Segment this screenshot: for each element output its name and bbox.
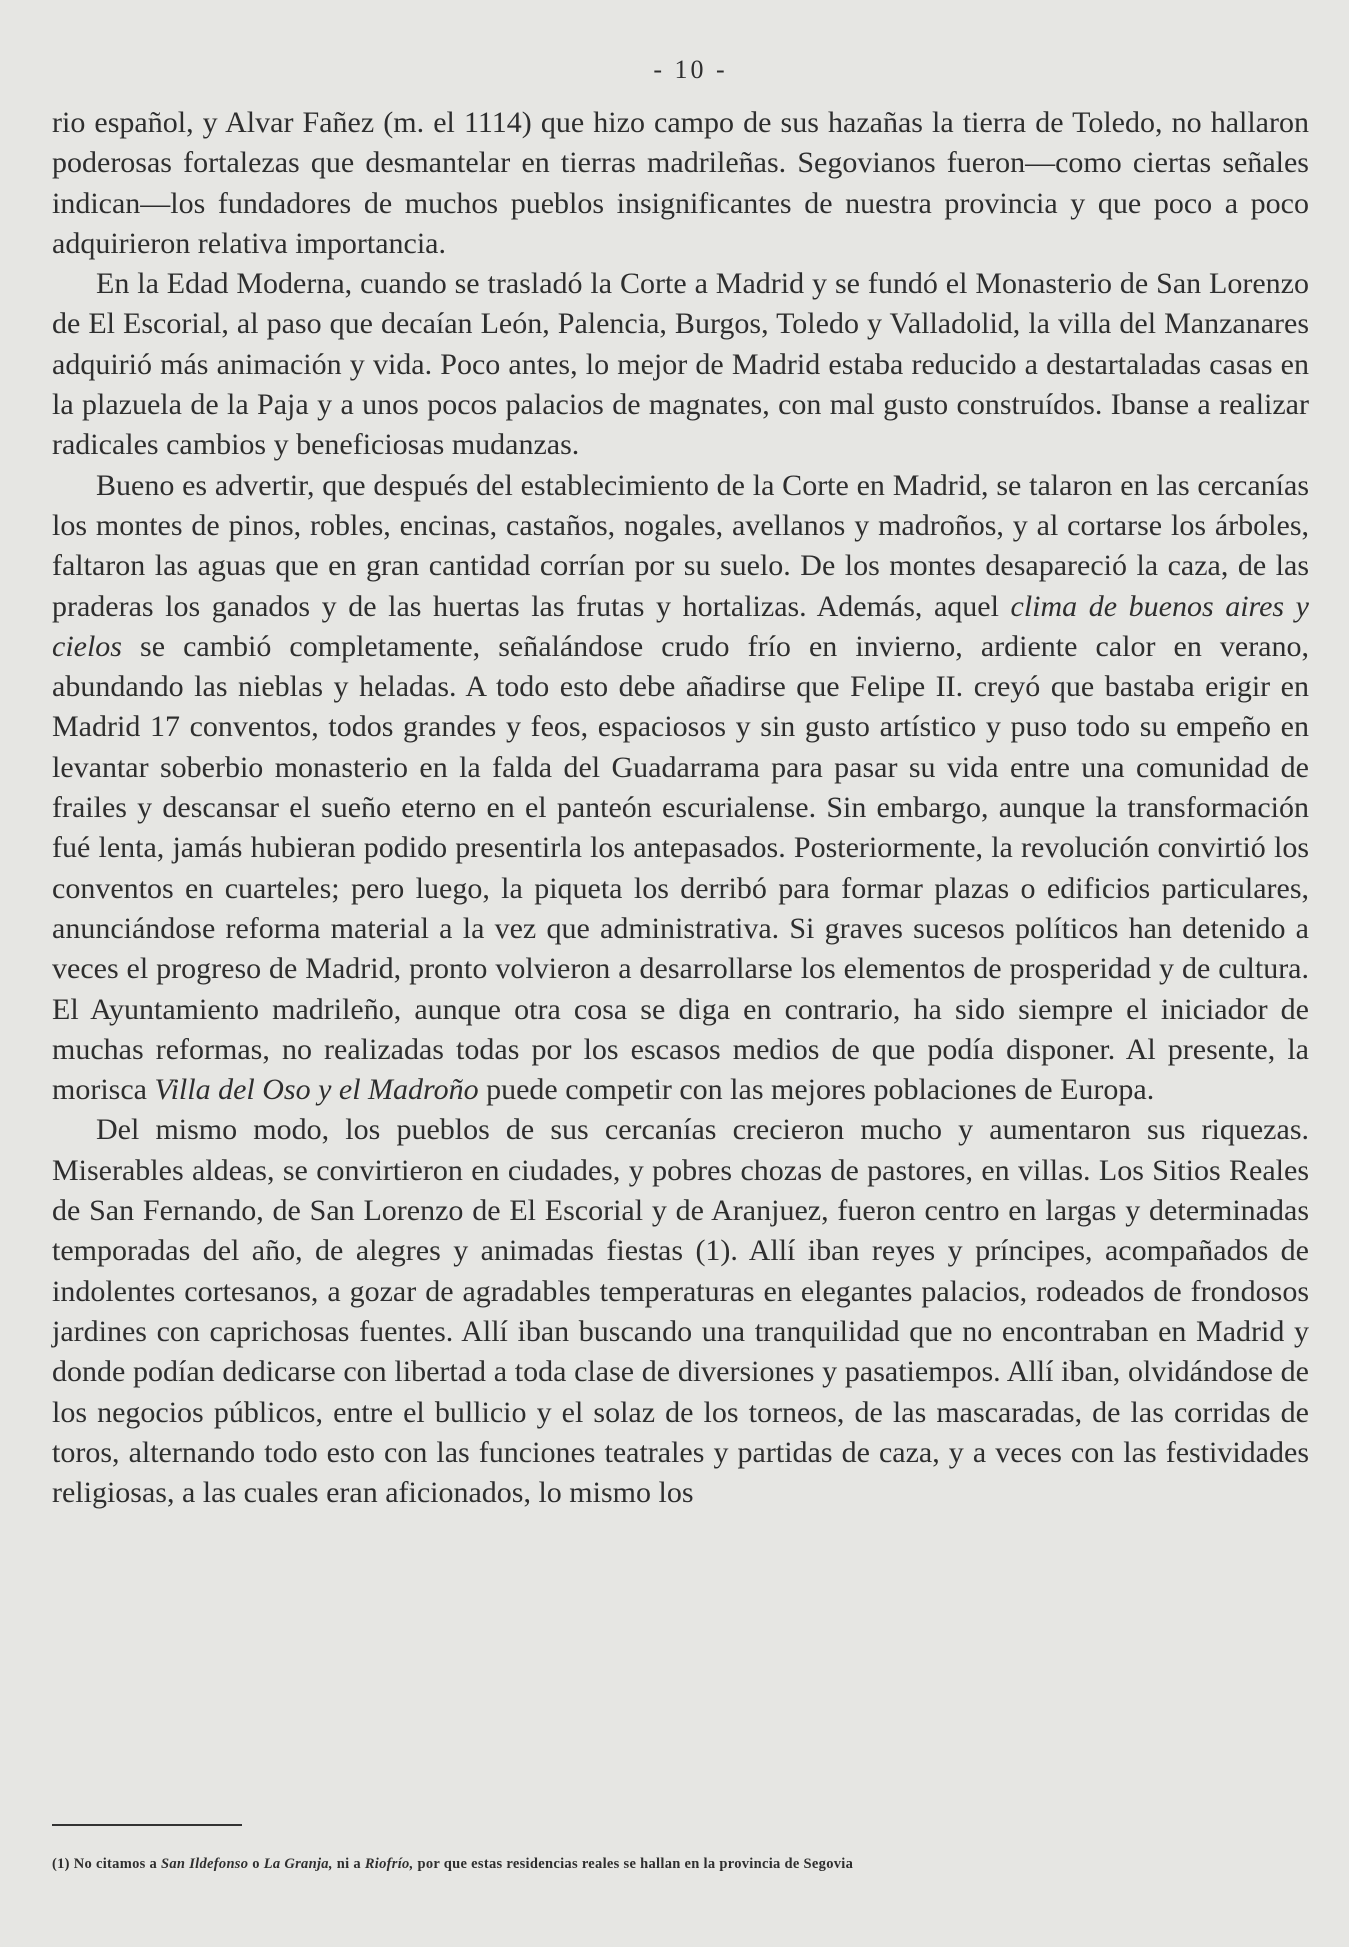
body-text	[52, 103, 1309, 1513]
paragraph-3-text-a: Bueno es advertir, que después del establecimiento de la Corte en Madrid, se talaron en las cercanías los montes de pinos, robles, encinas, castaños, nogales, avellanos y madroños, y al cortarse los árboles, faltaron las aguas que en gran cantidad corrían por su suelo. De los montes desapareció la caza, de las praderas los ganados y de las huertas las frutas y hortalizas. Además, aquel	[52, 468, 1309, 623]
footnote-text-c: ni a	[332, 1856, 365, 1872]
paragraph-4: Del mismo modo, los pueblos de sus cercanías crecieron mucho y aumentaron sus riquezas. Miserables aldeas, se convirtieron en ciudades, y pobres chozas de pastores, en villas. Los Sitios Reales de San Fernando, de San Lorenzo de El Escorial y de Aranjuez, fueron centro en largas y determinadas temporadas del año, de alegres y animadas fiestas (1). Allí iban reyes y príncipes, acompañados de indolentes cortesanos, a gozar de agradables temperaturas en elegantes palacios, rodeados de frondosos jardines con caprichosas fuentes. Allí iban buscando una tranquilidad que no encontraban en Madrid y donde podían dedicarse con libertad a toda clase de diversiones y pasatiempos. Allí iban, olvidándose de los negocios públicos, entre el bullicio y el solaz de los torneos, de las mascaradas, de las corridas de toros, alternando todo esto con las funciones teatrales y partidas de caza, y a veces con las festividades religiosas, a las cuales eran aficionados, lo mismo los	[52, 1113, 1309, 1510]
paragraph-3-text-c: puede competir con las mejores poblaciones de Europa.	[478, 1073, 1155, 1107]
paragraph-3-text-b: se cambió completamente, señalándose crudo frío en invierno, ardiente calor en verano, abundando las nieblas y heladas. A todo esto debe añadirse que Felipe II. creyó que bastaba erigir en Madrid 17 conventos, todos grandes y feos, espaciosos y sin gusto artístico y puso todo su empeño en levantar soberbio monasterio en la falda del Guadarrama para pasar su vida entre una comunidad de frailes y descansar el sueño eterno en el panteón escurialense. Sin embargo, aunque la transformación fué lenta, jamás hubieran podido presentirla los antepasados. Posteriormente, la revolución convirtió los conventos en cuarteles; pero luego, la piqueta los derribó para formar plazas o edificios particulares, anunciándose reforma material a la vez que administrativa. Si graves sucesos políticos han detenido a veces el progreso de Madrid, pronto volvieron a desarrollarse los elementos de prosperidad y de cultura. El Ayuntamiento madrileño, aunque otra cosa se diga en contrario, ha sido siempre el iniciador de muchas reformas, no realizadas todas por los escasos medios de que podía disponer. Al presente, la morisca	[52, 629, 1309, 1107]
footnote-italic-1: San Ildefonso	[161, 1856, 249, 1872]
paragraph-3-italic-phrase-1: clima de buenos aires y cielos	[52, 589, 1309, 663]
paragraph-2: En la Edad Moderna, cuando se trasladó la Corte a Madrid y se fundó el Monasterio de San Lorenzo de El Escorial, al paso que decaían León, Palencia, Burgos, Toledo y Valladolid, la villa del Manzanares adquirió más animación y vida. Poco antes, lo mejor de Madrid estaba reducido a destartaladas casas en la plazuela de la Paja y a unos pocos palacios de magnates, con mal gusto construídos. Ibanse a realizar radicales cambios y beneficiosas mudanzas.	[52, 267, 1309, 462]
footnote-text-b: o	[248, 1856, 264, 1872]
paragraph-1: rio español, y Alvar Fañez (m. el 1114) que hizo campo de sus hazañas la tierra de Toledo, no hallaron poderosas fortalezas que desmantelar en tierras madrileñas. Segovianos fueron—como ciertas señales indican—los fundadores de muchos pueblos insignificantes de nuestra provincia y que poco a poco adquirieron relativa importancia.	[52, 106, 1309, 260]
paragraph-3	[52, 466, 1309, 1111]
footnote-text-d: por que estas residencias reales se hallan en la provincia de Segovia	[413, 1856, 854, 1872]
footnote-italic-3: Riofrío,	[364, 1856, 414, 1872]
footnote-italic-2: La Granja,	[263, 1856, 333, 1872]
footnote	[52, 1856, 1309, 1873]
page-number: - 10 -	[653, 55, 728, 84]
paragraph-3-italic-phrase-2: Villa del Oso y el Madroño	[154, 1073, 479, 1107]
footnote-text-a: No citamos a	[69, 1856, 161, 1872]
footnote-marker: (1)	[52, 1856, 70, 1872]
footnote-divider	[52, 1824, 242, 1826]
